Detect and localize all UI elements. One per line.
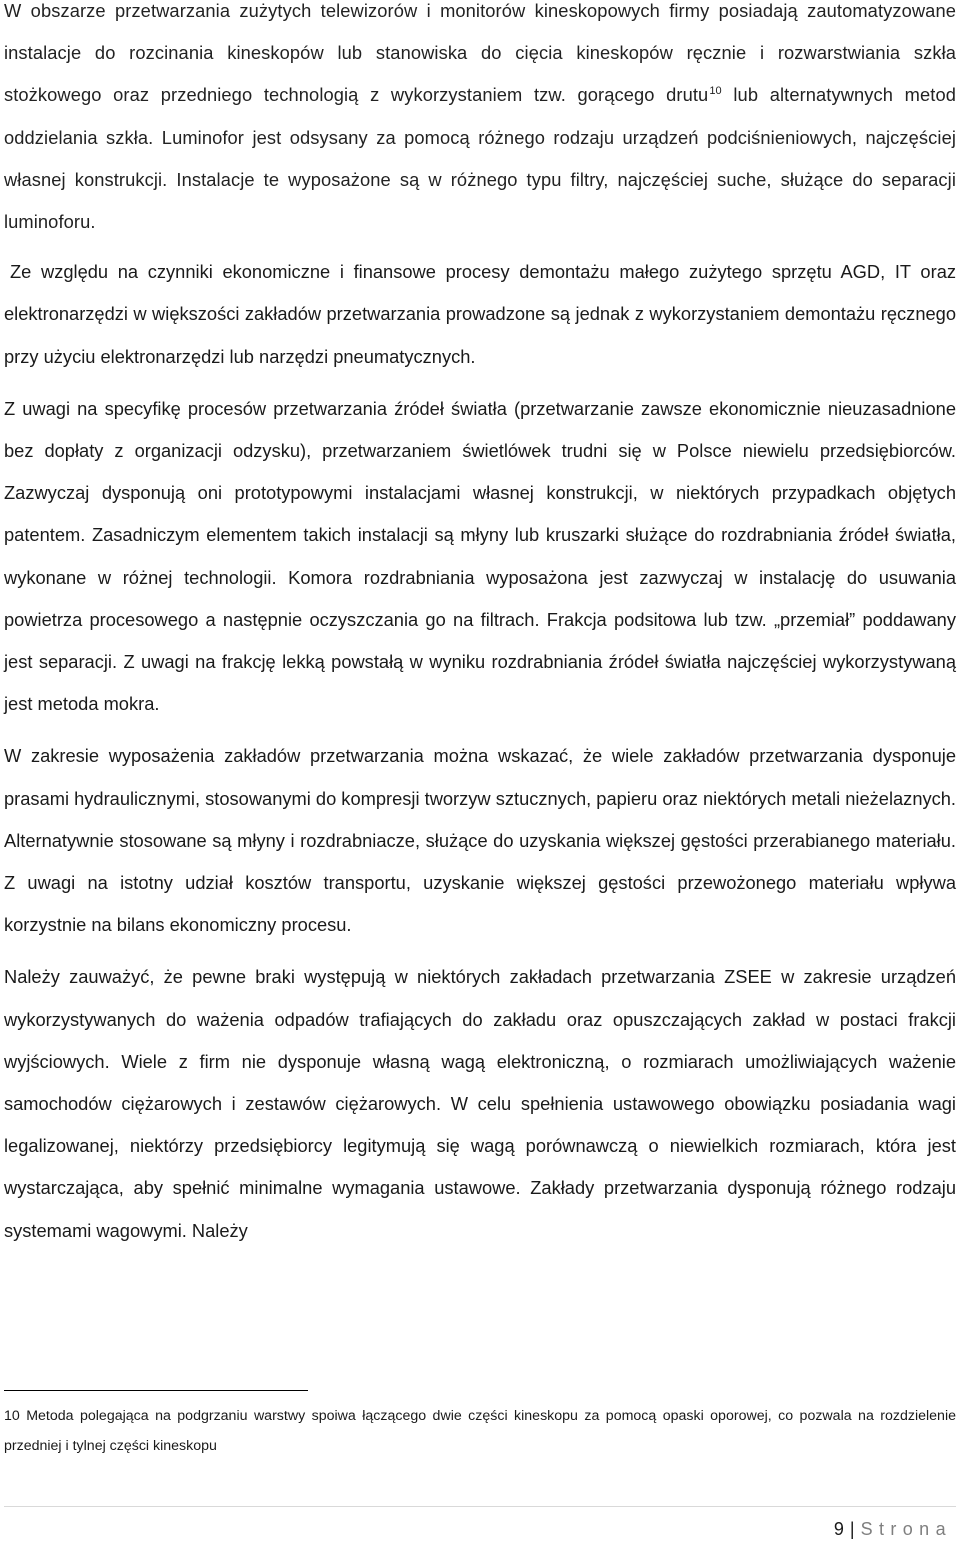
footnote bbox=[4, 1401, 956, 1462]
footnote-separator bbox=[4, 1390, 308, 1391]
paragraph-text: W obszarze przetwarzania zużytych telewizorów i monitorów kineskopowych firmy posiadają zautomatyzowane instalacje do rozcinania kineskopów lub stanowiska do cięcia kineskopów ręcznie i rozwarstwiania szkła stożkowego oraz przedniego technologią z wykorzystaniem tzw. gorącego drutu bbox=[4, 0, 956, 106]
paragraph-text: lub alternatywnych metod oddzielania szkła. Luminofor jest odsysany za pomocą różnego rodzaju urządzeń podciśnieniowych, najczęściej własnej konstrukcji. Instalacje te wyposażone są w różnego typu filtry, najczęściej suche, służące do separacji luminoforu. bbox=[4, 84, 956, 233]
paragraph-equipment: W zakresie wyposażenia zakładów przetwarzania można wskazać, że wiele zakładów przetwarzania dysponuje prasami hydraulicznymi, stosowanymi do kompresji tworzyw sztucznych, papieru oraz niektórych metali nieżelaznych. Alternatywnie stosowane są młyny i rozdrabniacze, służące do uzyskania większej gęstości przerabianego materiału. Z uwagi na istotny udział kosztów transportu, uzyskanie większej gęstości przewożonego materiału wpływa korzystnie na bilans ekonomiczny procesu. bbox=[4, 745, 957, 936]
paragraph-small-equipment-dismantling: Ze względu na czynniki ekonomiczne i finansowe procesy demontażu małego zużytego sprzętu AGD, IT oraz elektronarzędzi w większości zakładów przetwarzania prowadzone są jednak z wykorzystaniem demontażu ręcznego przy użyciu elektronarzędzi lub narzędzi pneumatycznych. bbox=[4, 261, 956, 367]
page-footer bbox=[834, 1518, 952, 1540]
footer-divider bbox=[4, 1506, 956, 1507]
footnote-number: 10 bbox=[4, 1408, 20, 1424]
page-label: Strona bbox=[860, 1519, 952, 1539]
footnote-text: Metoda polegająca na podgrzaniu warstwy spoiwa łączącego dwie części kineskopu za pomocą opaski oporowej, co pozwala na rozdzielenie przedniej i tylnej części kineskopu bbox=[4, 1408, 956, 1455]
paragraph-light-sources: Z uwagi na specyfikę procesów przetwarzania źródeł światła (przetwarzanie zawsze ekonomicznie nieuzasadnione bez dopłaty z organizacji odzysku), przetwarzaniem świetlówek trudni się w Polsce niewielu przedsiębiorców. Zazwyczaj dysponują oni prototypowymi instalacjami własnej konstrukcji, w niektórych przypadkach objętych patentem. Zasadniczym elementem takich instalacji są młyny lub kruszarki służące do rozdrabniania źródeł światła, wykonane w różnej technologii. Komora rozdrabniania wyposażona jest zazwyczaj w instalację do usuwania powietrza procesowego a następnie oczyszczania go na filtrach. Frakcja podsitowa lub tzw. „przemiał” poddawany jest separacji. Z uwagi na frakcję lekką powstałą w wyniku rozdrabniania źródeł światła najczęściej wykorzystywaną jest metoda mokra. bbox=[4, 397, 956, 715]
page-number: 9 bbox=[833, 1519, 844, 1539]
paragraph-weighing: Należy zauważyć, że pewne braki występują w niektórych zakładach przetwarzania ZSEE w zakresie urządzeń wykorzystywanych do ważenia odpadów trafiających do zakładu oraz opuszczających zakład w postaci frakcji wyjściowych. Wiele z firm nie dysponuje własną wagą elektroniczną, o rozmiarach umożliwiających ważenie samochodów ciężarowych i zestawów ciężarowych. W celu spełnienia ustawowego obowiązku posiadania wagi legalizowanej, niektórzy przedsiębiorcy legitymują się wagą porównawczą o niewielkich rozmiarach, która jest wystarczająca, aby spełnić minimalne wymagania ustawowe. Zakłady przetwarzania dysponują różnego rodzaju systemami wagowymi. Należy bbox=[4, 966, 956, 1241]
paragraph-crt-processing bbox=[4, 0, 956, 243]
footnote-reference: 10 bbox=[709, 85, 722, 98]
page-number-separator: | bbox=[849, 1519, 855, 1539]
document-page bbox=[4, 0, 956, 1252]
